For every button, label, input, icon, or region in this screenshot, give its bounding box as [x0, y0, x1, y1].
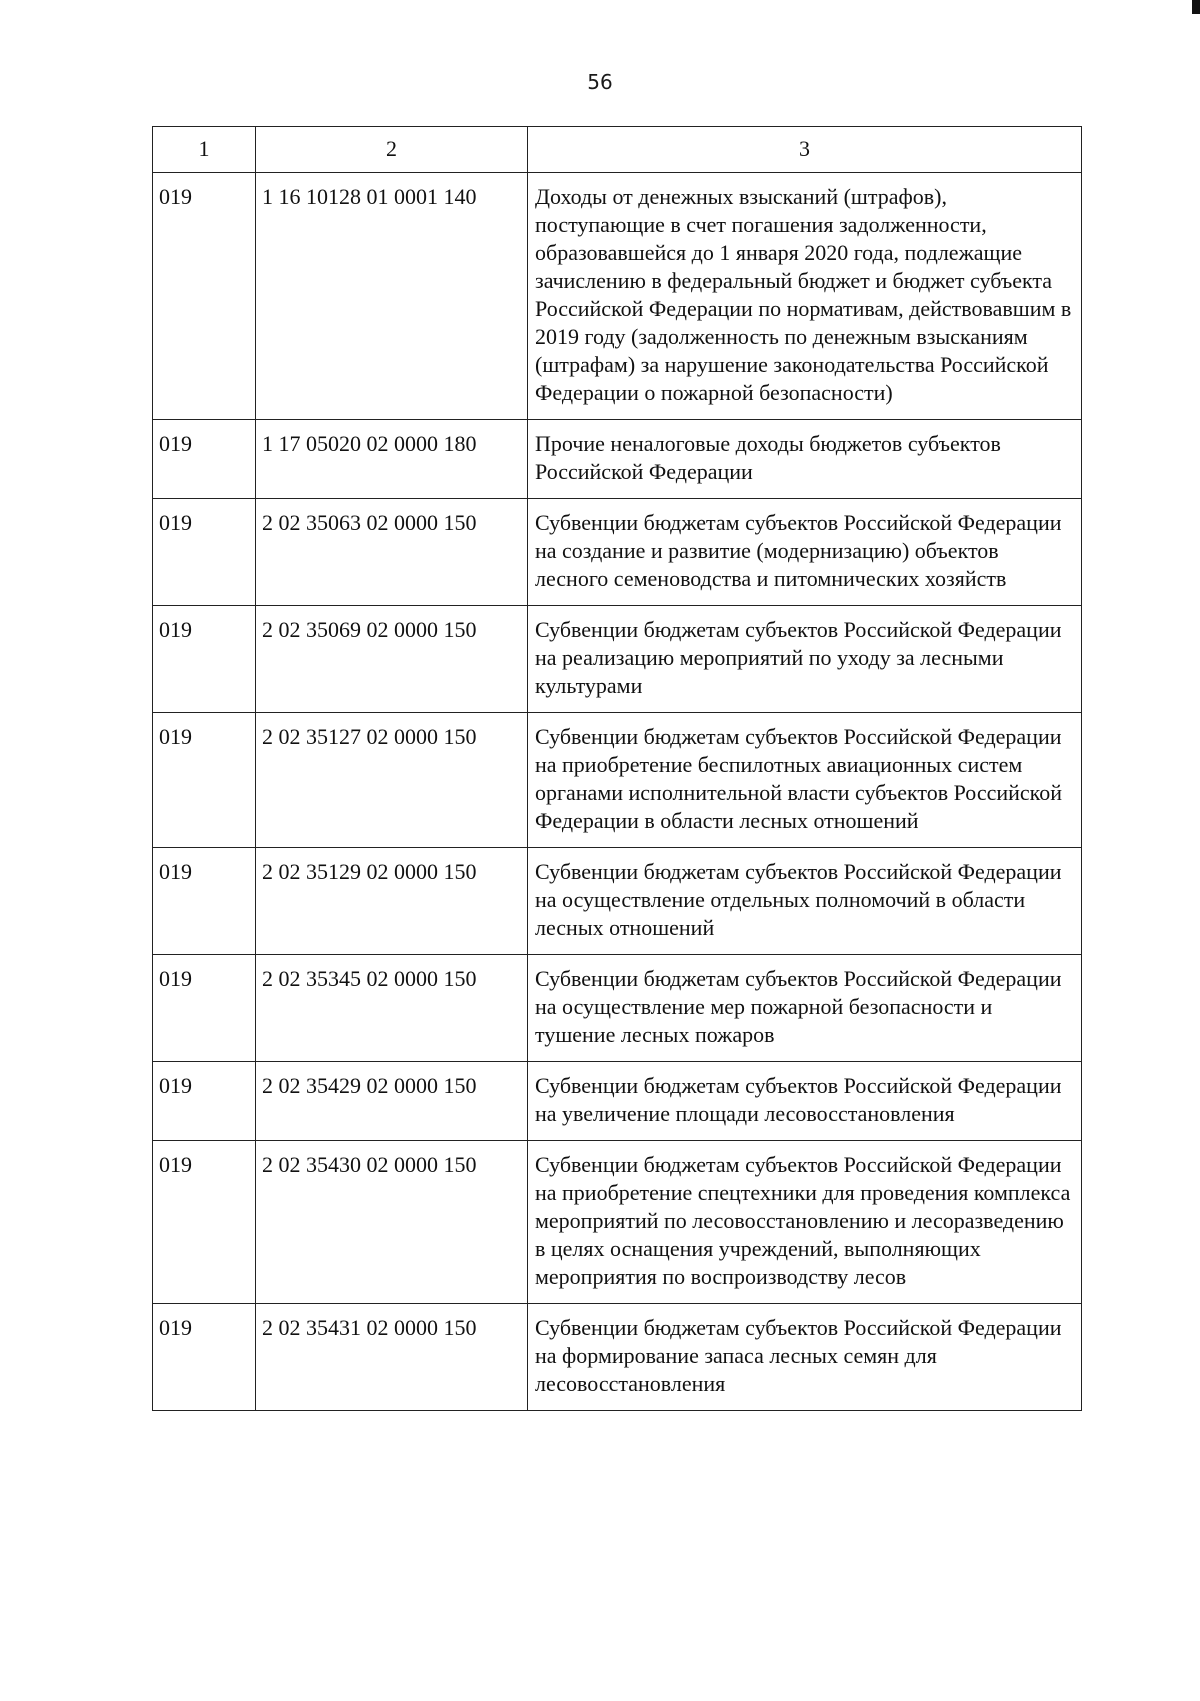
table-row: [153, 499, 1082, 606]
budget-code-cell: 2 02 35431 02 0000 150: [256, 1304, 528, 1411]
budget-code-cell: 2 02 35127 02 0000 150: [256, 713, 528, 848]
table-row: [153, 1141, 1082, 1304]
budget-code-cell: 2 02 35429 02 0000 150: [256, 1062, 528, 1141]
table-row: [153, 420, 1082, 499]
table-row: [153, 955, 1082, 1062]
description-cell: Доходы от денежных взысканий (штрафов), поступающие в счет погашения задолженности, образовавшейся до 1 января 2020 года, подлежащие зачислению в федеральный бюджет и бюджет субъекта Российской Федерации по нормативам, действовавшим в 2019 году (задолженность по денежным взысканиям (штрафам) за нарушение законодательства Российской Федерации о пожарной безопасности): [528, 173, 1082, 420]
admin-code-cell: 019: [153, 955, 256, 1062]
table-row: [153, 1062, 1082, 1141]
admin-code-cell: 019: [153, 499, 256, 606]
table-row: [153, 606, 1082, 713]
description-cell: Субвенции бюджетам субъектов Российской Федерации на формирование запаса лесных семян для лесовосстановления: [528, 1304, 1082, 1411]
budget-code-cell: 1 17 05020 02 0000 180: [256, 420, 528, 499]
description-cell: Субвенции бюджетам субъектов Российской Федерации на приобретение беспилотных авиационных систем органами исполнительной власти субъектов Российской Федерации в области лесных отношений: [528, 713, 1082, 848]
description-cell: Субвенции бюджетам субъектов Российской Федерации на реализацию мероприятий по уходу за лесными культурами: [528, 606, 1082, 713]
description-cell: Прочие неналоговые доходы бюджетов субъектов Российской Федерации: [528, 420, 1082, 499]
admin-code-cell: 019: [153, 420, 256, 499]
admin-code-cell: 019: [153, 1141, 256, 1304]
admin-code-cell: 019: [153, 1062, 256, 1141]
admin-code-cell: 019: [153, 1304, 256, 1411]
budget-code-cell: 2 02 35430 02 0000 150: [256, 1141, 528, 1304]
budget-code-cell: 1 16 10128 01 0001 140: [256, 173, 528, 420]
budget-code-cell: 2 02 35063 02 0000 150: [256, 499, 528, 606]
table-row: [153, 848, 1082, 955]
table-row: [153, 173, 1082, 420]
table-header-row: [153, 127, 1082, 173]
admin-code-cell: 019: [153, 713, 256, 848]
scan-edge-mark: [1192, 0, 1200, 14]
budget-code-cell: 2 02 35345 02 0000 150: [256, 955, 528, 1062]
description-cell: Субвенции бюджетам субъектов Российской Федерации на увеличение площади лесовосстановления: [528, 1062, 1082, 1141]
description-cell: Субвенции бюджетам субъектов Российской Федерации на приобретение спецтехники для проведения комплекса мероприятий по лесовосстановлению и лесоразведению в целях оснащения учреждений, выполняющих мероприятия по воспроизводству лесов: [528, 1141, 1082, 1304]
description-cell: Субвенции бюджетам субъектов Российской Федерации на осуществление отдельных полномочий в области лесных отношений: [528, 848, 1082, 955]
column-header-budget-code: 2: [256, 127, 528, 173]
column-header-description: 3: [528, 127, 1082, 173]
budget-code-cell: 2 02 35129 02 0000 150: [256, 848, 528, 955]
description-cell: Субвенции бюджетам субъектов Российской Федерации на осуществление мер пожарной безопасности и тушение лесных пожаров: [528, 955, 1082, 1062]
admin-code-cell: 019: [153, 173, 256, 420]
table-row: [153, 713, 1082, 848]
admin-code-cell: 019: [153, 606, 256, 713]
admin-code-cell: 019: [153, 848, 256, 955]
budget-code-cell: 2 02 35069 02 0000 150: [256, 606, 528, 713]
page-number: 56: [587, 70, 613, 94]
budget-codes-table: [152, 126, 1082, 1411]
column-header-admin-code: 1: [153, 127, 256, 173]
description-cell: Субвенции бюджетам субъектов Российской Федерации на создание и развитие (модернизацию) объектов лесного семеноводства и питомнических хозяйств: [528, 499, 1082, 606]
table-row: [153, 1304, 1082, 1411]
